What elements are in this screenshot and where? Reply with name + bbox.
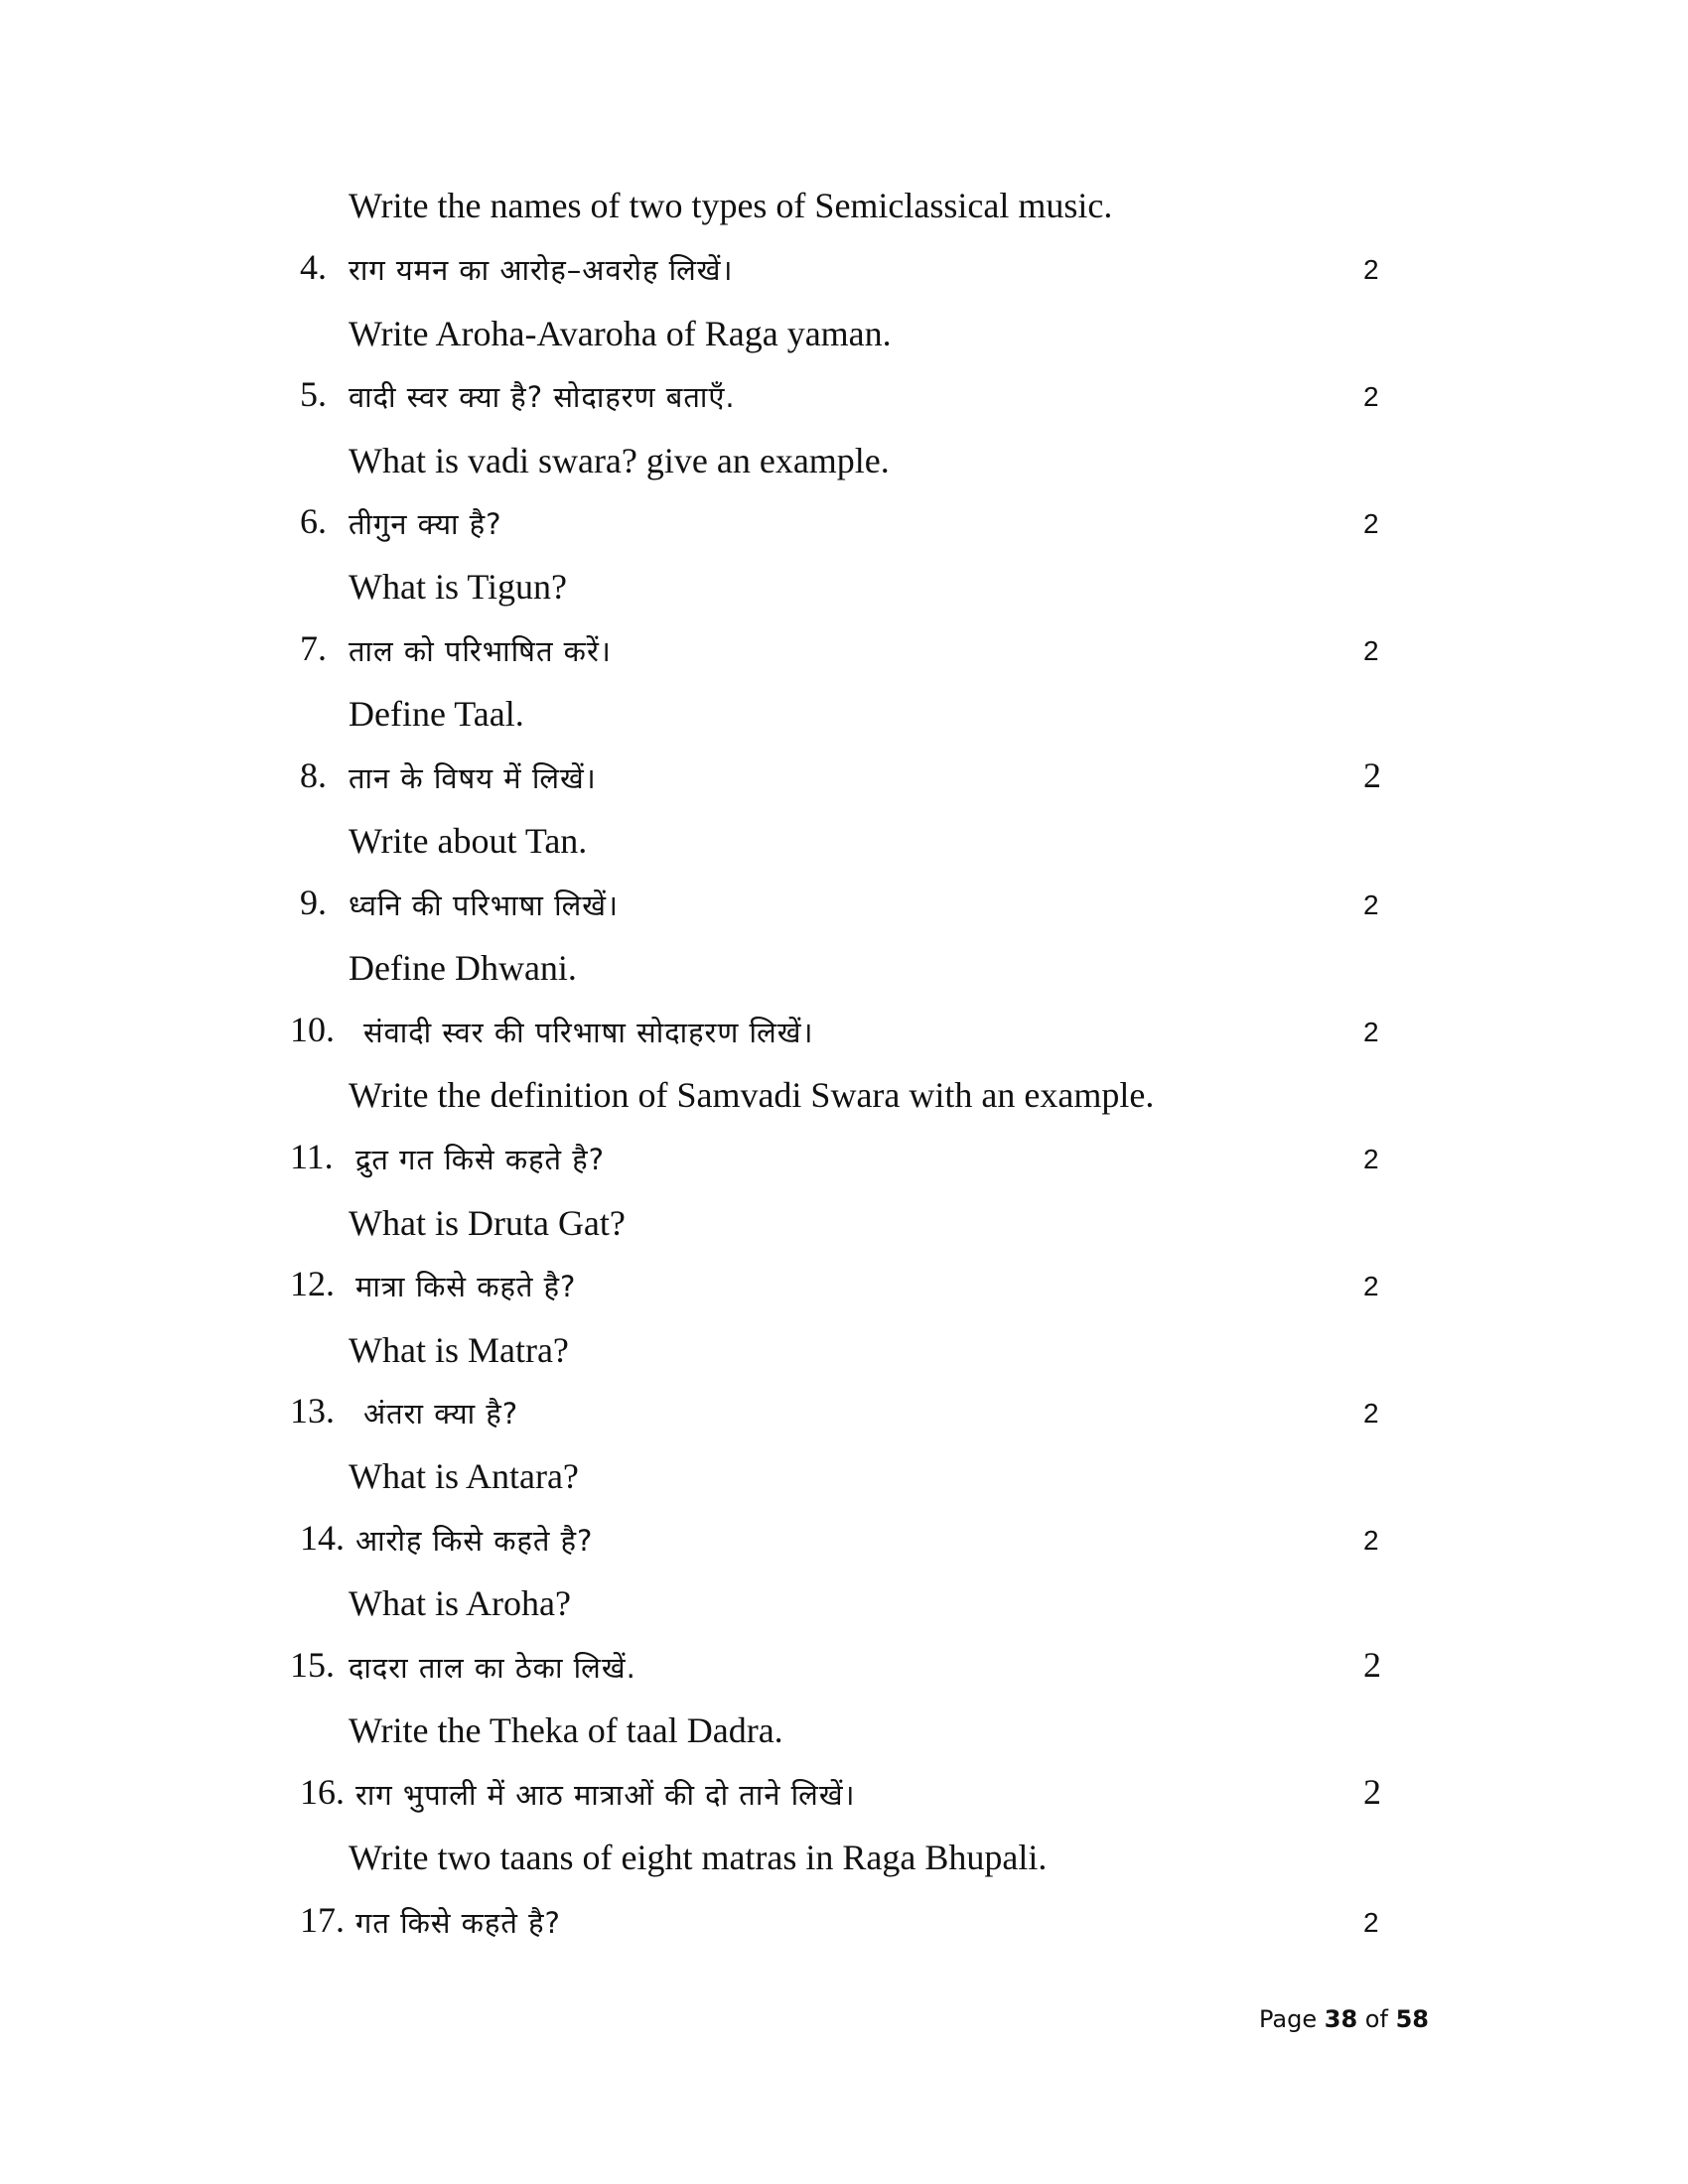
- question-hindi: ध्वनि की परिभाषा लिखें।: [349, 888, 619, 922]
- question-hindi: गत किसे कहते है?: [355, 1906, 561, 1940]
- question-english: Write Aroha-Avaroha of Raga yaman.: [349, 314, 892, 353]
- footer-prefix: Page: [1259, 2005, 1318, 2033]
- question-marks: 2: [1363, 1907, 1379, 1938]
- question-number: 10.: [290, 1010, 335, 1049]
- question-english: Write the Theka of taal Dadra.: [349, 1710, 783, 1750]
- question-marks: 2: [1363, 1525, 1379, 1556]
- question-number: 8.: [300, 755, 327, 795]
- question-marks: 2: [1363, 1017, 1379, 1047]
- question-number: 15.: [290, 1645, 335, 1685]
- question-marks: 2: [1363, 1398, 1379, 1429]
- question-marks: 2: [1363, 755, 1381, 795]
- question-number: 11.: [290, 1137, 334, 1176]
- question-number: 4.: [300, 247, 327, 287]
- question-marks: 2: [1363, 889, 1379, 920]
- question-hindi: द्रुत गत किसे कहते है?: [355, 1143, 606, 1176]
- question-number: 5.: [300, 374, 327, 414]
- question-hindi: वादी स्वर क्या है? सोदाहरण बताएँ.: [349, 380, 736, 414]
- question-hindi: दादरा ताल का ठेका लिखें.: [349, 1651, 636, 1685]
- question-number: 16.: [300, 1772, 345, 1812]
- question-english: What is Tigun?: [349, 567, 568, 607]
- current-page: 38: [1324, 2005, 1358, 2033]
- question-hindi: तान के विषय में लिखें।: [349, 761, 597, 795]
- question-english: What is vadi swara? give an example.: [349, 441, 890, 480]
- page-number-footer: [1259, 2005, 1429, 2033]
- total-pages: 58: [1395, 2005, 1429, 2033]
- question-marks: 2: [1363, 381, 1379, 412]
- footer-separator: of: [1364, 2005, 1388, 2033]
- intro-english-text: Write the names of two types of Semiclassical music.: [349, 186, 1113, 225]
- question-english: Define Taal.: [349, 694, 524, 734]
- question-english: What is Antara?: [349, 1456, 579, 1496]
- question-hindi: राग यमन का आरोह–अवरोह लिखें।: [349, 253, 734, 287]
- question-hindi: राग भुपाली में आठ मात्राओं की दो ताने लिखें।: [355, 1778, 856, 1812]
- question-marks: 2: [1363, 1144, 1379, 1174]
- question-hindi: अंतरा क्या है?: [363, 1397, 519, 1431]
- question-english: Write the definition of Samvadi Swara with an example.: [349, 1075, 1155, 1115]
- question-number: 13.: [290, 1391, 335, 1431]
- question-marks: 2: [1363, 1271, 1379, 1301]
- question-marks: 2: [1363, 1645, 1381, 1685]
- question-hindi: तीगुन क्या है?: [349, 507, 502, 541]
- question-hindi: आरोह किसे कहते है?: [355, 1524, 594, 1558]
- question-english: What is Aroha?: [349, 1583, 571, 1623]
- question-number: 6.: [300, 501, 327, 541]
- question-english: What is Matra?: [349, 1330, 569, 1370]
- question-marks: 2: [1363, 1772, 1381, 1812]
- question-hindi: मात्रा किसे कहते है?: [355, 1270, 577, 1303]
- question-number: 7.: [300, 628, 327, 668]
- question-hindi: संवादी स्वर की परिभाषा सोदाहरण लिखें।: [363, 1016, 814, 1049]
- question-english: Write about Tan.: [349, 821, 588, 861]
- question-number: 17.: [300, 1900, 345, 1940]
- question-english: What is Druta Gat?: [349, 1203, 626, 1243]
- question-marks: 2: [1363, 508, 1379, 539]
- question-english: Write two taans of eight matras in Raga Bhupali.: [349, 1838, 1048, 1877]
- question-marks: 2: [1363, 254, 1379, 285]
- question-number: 9.: [300, 883, 327, 922]
- question-marks: 2: [1363, 635, 1379, 666]
- question-number: 14.: [300, 1518, 345, 1558]
- question-english: Define Dhwani.: [349, 948, 577, 988]
- question-number: 12.: [290, 1264, 335, 1303]
- question-hindi: ताल को परिभाषित करें।: [349, 634, 612, 668]
